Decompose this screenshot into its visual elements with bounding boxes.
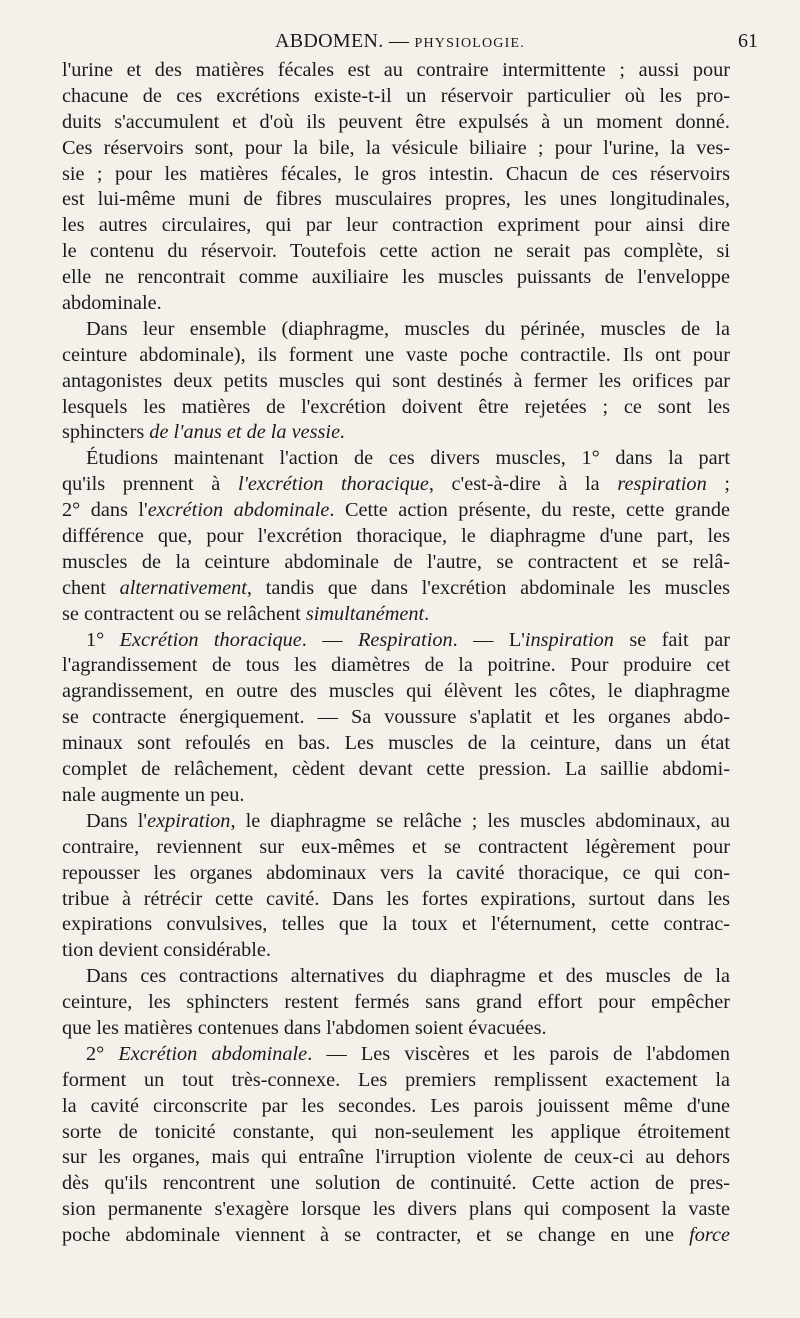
text-line: muscles de la ceinture abdominale de l'autre, se contractent et se relâ- [62, 550, 730, 573]
text-line: la cavité circonscrite par les secondes. Les parois jouissent même d'une [62, 1094, 730, 1117]
text-line: sorte de tonicité constante, qui non-seulement les applique étroitement [62, 1120, 730, 1143]
body-text [62, 58, 730, 1249]
text-line [62, 498, 730, 524]
page-number: 61 [738, 30, 758, 52]
text-line: agrandissement, en outre des muscles qui élèvent les côtes, le diaphragme [62, 680, 730, 703]
text-line: repousser les organes abdominaux vers la cavité thoracique, ce qui con- [62, 861, 730, 884]
text-segment: . — L' [452, 628, 525, 651]
text-line: ceinture, les sphincters restent fermés sans grand effort pour empêcher [62, 991, 730, 1014]
running-title-main: ABDOMEN. — [275, 30, 410, 52]
text-line [62, 809, 730, 835]
text-segment: 2° [86, 1042, 119, 1065]
text-line: abdominale. [62, 292, 162, 315]
text-line [62, 1223, 730, 1249]
text-line: dès qu'ils rencontrent une solution de continuité. Cette action de pres- [62, 1172, 730, 1195]
italic-segment: Excrétion abdominale [118, 1042, 308, 1065]
text-line [62, 472, 730, 498]
text-segment: ; [706, 473, 730, 496]
text-segment: . Cette action présente, du reste, cette grande [329, 499, 730, 522]
running-header [62, 30, 758, 56]
running-title [62, 30, 738, 53]
text-line: se contracte énergiquement. — Sa voussure s'aplatit et les organes abdo- [62, 706, 730, 729]
text-line [62, 576, 730, 602]
text-line: tribue à rétrécir cette cavité. Dans les fortes expirations, surtout dans les [62, 887, 730, 910]
text-segment: sphincters [62, 421, 145, 444]
text-line: l'urine et des matières fécales est au contraire intermittente ; aussi pour [62, 59, 730, 81]
italic-segment: simultanément [305, 602, 425, 625]
text-line: nale augmente un peu. [62, 783, 245, 806]
text-line: que les matières contenues dans l'abdomen soient évacuées. [62, 1016, 547, 1039]
text-segment: . — [301, 628, 358, 651]
text-line [62, 1042, 730, 1068]
italic-segment: Excrétion thoracique [119, 628, 302, 651]
text-line: sur les organes, mais qui entraîne l'irruption violente de ceux-ci au dehors [62, 1146, 730, 1169]
text-line: sion permanente s'exagère lorsque les divers plans qui composent la vaste [62, 1198, 730, 1221]
text-line: minaux sont refoulés en bas. Les muscles de la ceinture, dans un état [62, 732, 730, 755]
text-line: expirations convulsives, telles que la toux et l'éternument, cette contrac- [62, 913, 730, 936]
text-segment: poche abdominale viennent à se contracter, et se change en une [62, 1224, 690, 1247]
text-line: Étudions maintenant l'action de ces divers muscles, 1° dans la part [86, 447, 730, 470]
italic-segment: force [689, 1224, 730, 1247]
text-segment: , le diaphragme se relâche ; les muscles abdominaux, au [230, 809, 730, 832]
italic-segment: Respiration [357, 628, 453, 651]
text-line: ceinture abdominale), ils forment une vaste poche contractile. Ils ont pour [62, 343, 730, 366]
text-line: elle ne rencontrait comme auxiliaire les muscles puissants de l'enveloppe [62, 266, 730, 289]
text-line [62, 628, 730, 654]
text-line: Dans ces contractions alternatives du diaphragme et des muscles de la [86, 965, 730, 988]
italic-segment: alternativement [119, 576, 247, 599]
italic-segment: l'excrétion thoracique [237, 473, 429, 496]
text-segment: 1° [86, 628, 120, 651]
text-line: les autres circulaires, qui par leur contraction expriment pour ainsi dire [62, 214, 730, 237]
text-line: est lui-même muni de fibres musculaires propres, les unes longitudinales, [62, 188, 730, 211]
text-line: forment un tout très-connexe. Les premiers remplissent exactement la [62, 1068, 730, 1091]
text-segment: . — Les viscères et les parois de l'abdomen [307, 1042, 730, 1065]
text-line: sie ; pour les matières fécales, le gros intestin. Chacun de ces réservoirs [62, 162, 730, 185]
text-line: l'agrandissement de tous les diamètres de la poitrine. Pour produire cet [62, 654, 730, 677]
text-line: le contenu du réservoir. Toutefois cette action ne serait pas complète, si [62, 240, 730, 263]
text-line: Dans leur ensemble (diaphragme, muscles du périnée, muscles de la [86, 317, 730, 340]
italic-segment: expiration [147, 809, 231, 832]
text-segment: se fait par [613, 628, 730, 651]
text-line: contraire, reviennent sur eux-mêmes et se contractent légèrement pour [62, 835, 730, 858]
text-line: complet de relâchement, cèdent devant cette pression. La saillie abdomi- [62, 758, 730, 781]
running-title-sub: PHYSIOLOGIE. [414, 36, 525, 51]
text-segment: . [424, 602, 430, 625]
text-segment: Dans l' [86, 809, 148, 832]
text-line: chacune de ces excrétions existe-t-il un réservoir particulier où les pro- [62, 84, 730, 107]
text-segment: chent [62, 576, 120, 599]
italic-segment: de l'anus et de la vessie. [144, 421, 346, 444]
text-line: tion devient considérable. [62, 939, 271, 962]
text-line: antagonistes deux petits muscles qui sont destinés à fermer les orifices par [62, 369, 730, 392]
text-segment: , tandis que dans l'excrétion abdominale les muscles [246, 576, 730, 599]
italic-segment: inspiration [524, 628, 614, 651]
italic-segment: respiration [617, 473, 707, 496]
text-line: différence que, pour l'excrétion thoracique, le diaphragme d'une part, les [62, 525, 730, 548]
text-line [62, 420, 730, 446]
text-line: duits s'accumulent et d'où ils peuvent être expulsés à un moment donné. [62, 110, 730, 133]
text-line: lesquels les matières de l'excrétion doivent être rejetées ; ce sont les [62, 395, 730, 418]
text-segment: , c'est-à-dire à la [428, 473, 618, 496]
text-line: Ces réservoirs sont, pour la bile, la vésicule biliaire ; pour l'urine, la ves- [62, 136, 730, 159]
text-segment: qu'ils prennent à [62, 473, 238, 496]
italic-segment: excrétion abdominale [147, 499, 330, 522]
text-segment: se contractent ou se relâchent [62, 602, 306, 625]
text-line [62, 602, 730, 628]
text-segment: 2° dans l' [62, 499, 148, 522]
